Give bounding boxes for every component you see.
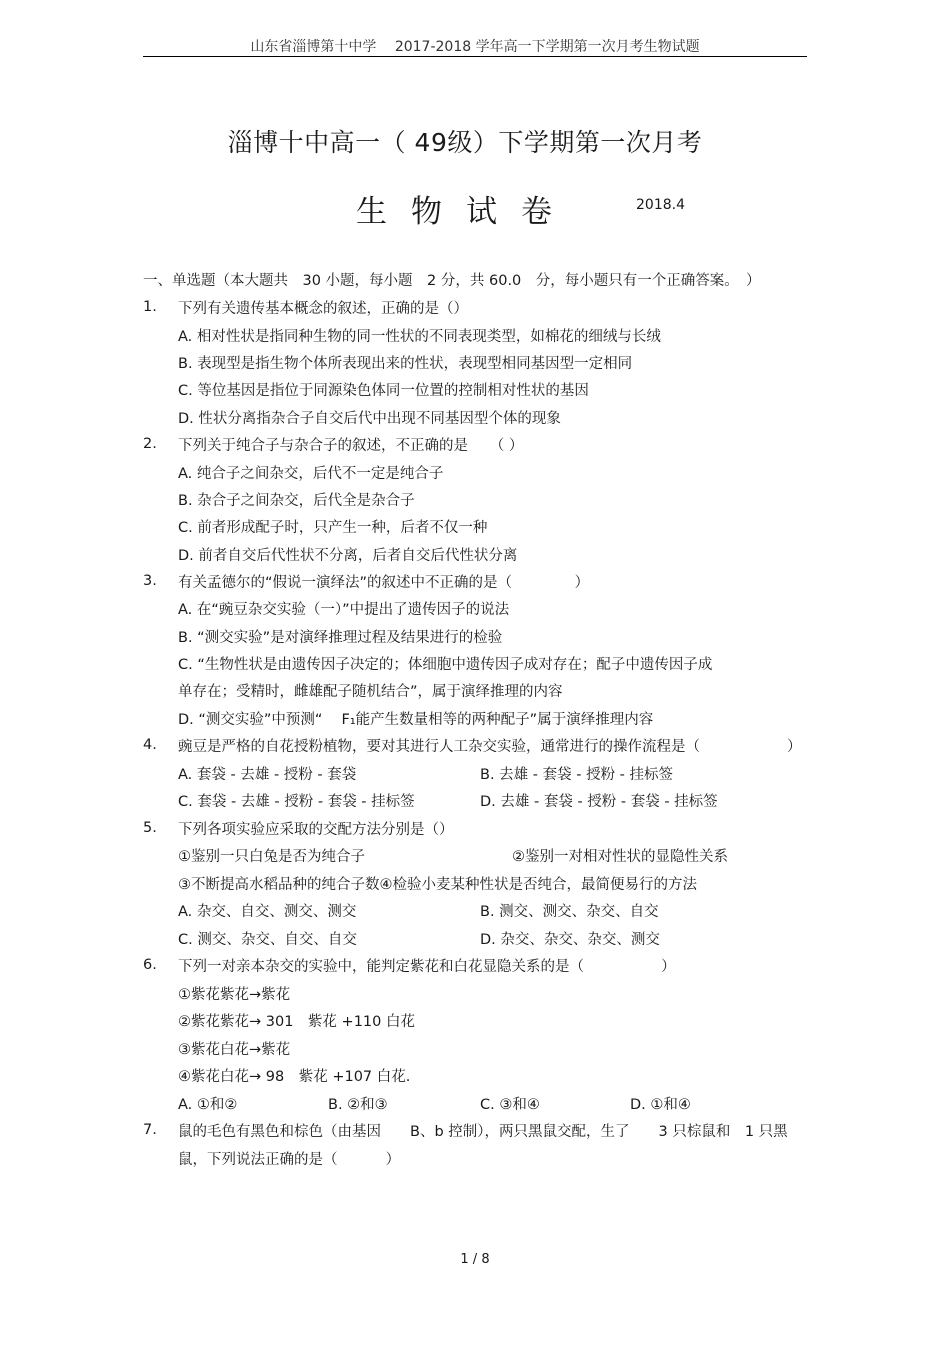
sub-item: ③紫花白花→紫花 bbox=[178, 1042, 291, 1058]
sub-item: ①鉴别一只白兔是否为纯合子 bbox=[178, 849, 365, 865]
question-stem-continued: 鼠，下列说法正确的是（ ） bbox=[178, 1152, 401, 1168]
section-heading: 一、单选题（本大题共 30 小题，每小题 2 分，共 60.0 分，每小题只有一个正确答案。 ） bbox=[143, 273, 761, 289]
question-stem: 鼠的毛色有黑色和棕色（由基因 B、b 控制），两只黑鼠交配，生了 3 只棕鼠和 1 只黑 bbox=[178, 1124, 788, 1140]
option-b: B. 去雄 - 套袋 - 授粉 - 挂标签 bbox=[480, 767, 674, 783]
question-number: 7. bbox=[143, 1122, 157, 1138]
question-number: 5. bbox=[143, 820, 157, 836]
option-a: A. 套袋 - 去雄 - 授粉 - 套袋 bbox=[178, 767, 357, 783]
option-b: B. 测交、测交、杂交、自交 bbox=[480, 904, 659, 920]
option-a: A. 杂交、自交、测交、测交 bbox=[178, 904, 357, 920]
option-a: A. 纯合子之间杂交，后代不一定是纯合子 bbox=[178, 466, 444, 482]
option-d: D. ①和④ bbox=[630, 1097, 691, 1113]
question-stem: 下列各项实验应采取的交配方法分别是（） bbox=[178, 822, 454, 838]
question-number: 1. bbox=[143, 299, 157, 315]
sub-item: ④紫花白花→ 98 紫花 +107 白花. bbox=[178, 1069, 411, 1085]
option-d: D. 去雄 - 套袋 - 授粉 - 套袋 - 挂标签 bbox=[480, 794, 718, 810]
option-b: B. 杂合子之间杂交，后代全是杂合子 bbox=[178, 493, 415, 509]
option-c: C. “生物性状是由遗传因子决定的；体细胞中遗传因子成对存在；配子中遗传因子成 bbox=[178, 657, 713, 673]
exam-subtitle: 生物试卷 bbox=[356, 194, 576, 230]
page-number: 1 / 8 bbox=[460, 1252, 490, 1267]
header-rule bbox=[143, 56, 807, 57]
sub-item: ②紫花紫花→ 301 紫花 +110 白花 bbox=[178, 1014, 415, 1030]
question-stem: 有关孟德尔的“假说一演绎法”的叙述中不正确的是（ ） bbox=[178, 575, 590, 591]
question-stem: 下列关于纯合子与杂合子的叙述，不正确的是 （ ） bbox=[178, 438, 524, 454]
running-header: 山东省淄博第十中学 2017-2018 学年高一下学期第一次月考生物试题 bbox=[250, 39, 700, 55]
option-b: B. 表现型是指生物个体所表现出来的性状，表现型相同基因型一定相同 bbox=[178, 356, 633, 372]
option-d: D. 性状分离指杂合子自交后代中出现不同基因型个体的现象 bbox=[178, 411, 561, 427]
question-stem: 豌豆是严格的自花授粉植物，要对其进行人工杂交实验，通常进行的操作流程是（ ） bbox=[178, 739, 802, 755]
option-c: C. 测交、杂交、自交、自交 bbox=[178, 932, 357, 948]
option-a: A. ①和② bbox=[178, 1097, 238, 1113]
option-a: A. 相对性状是指同种生物的同一性状的不同表现类型，如棉花的细绒与长绒 bbox=[178, 329, 661, 345]
option-c: C. ③和④ bbox=[480, 1097, 540, 1113]
question-stem: 下列一对亲本杂交的实验中，能判定紫花和白花显隐关系的是（ ） bbox=[178, 959, 676, 975]
option-c: C. 套袋 - 去雄 - 授粉 - 套袋 - 挂标签 bbox=[178, 794, 415, 810]
sub-item: ①紫花紫花→紫花 bbox=[178, 987, 291, 1003]
option-d: D. “测交实验”中预测“ F₁能产生数量相等的两种配子”属于演绎推理内容 bbox=[178, 712, 654, 728]
option-c-continued: 单存在；受精时，雌雄配子随机结合”，属于演绎推理的内容 bbox=[178, 684, 563, 700]
option-b: B. ②和③ bbox=[328, 1097, 388, 1113]
option-b: B. “测交实验”是对演绎推理过程及结果进行的检验 bbox=[178, 630, 503, 646]
exam-date: 2018.4 bbox=[636, 197, 685, 213]
sub-item: ③不断提高水稻品种的纯合子数④检验小麦某种性状是否纯合，最简便易行的方法 bbox=[178, 877, 697, 893]
option-c: C. 等位基因是指位于同源染色体同一位置的控制相对性状的基因 bbox=[178, 383, 589, 399]
sub-item: ②鉴别一对相对性状的显隐性关系 bbox=[512, 849, 728, 865]
option-d: D. 前者自交后代性状不分离，后者自交后代性状分离 bbox=[178, 548, 518, 564]
exam-title: 淄博十中高一（ 49级）下学期第一次月考 bbox=[227, 128, 703, 157]
question-number: 6. bbox=[143, 957, 157, 973]
option-a: A. 在“豌豆杂交实验（一）”中提出了遗传因子的说法 bbox=[178, 602, 510, 618]
option-c: C. 前者形成配子时，只产生一种，后者不仅一种 bbox=[178, 520, 488, 536]
question-number: 4. bbox=[143, 737, 157, 753]
option-d: D. 杂交、杂交、杂交、测交 bbox=[480, 932, 660, 948]
question-stem: 下列有关遗传基本概念的叙述，正确的是（） bbox=[178, 301, 468, 317]
question-number: 2. bbox=[143, 436, 157, 452]
question-number: 3. bbox=[143, 573, 157, 589]
